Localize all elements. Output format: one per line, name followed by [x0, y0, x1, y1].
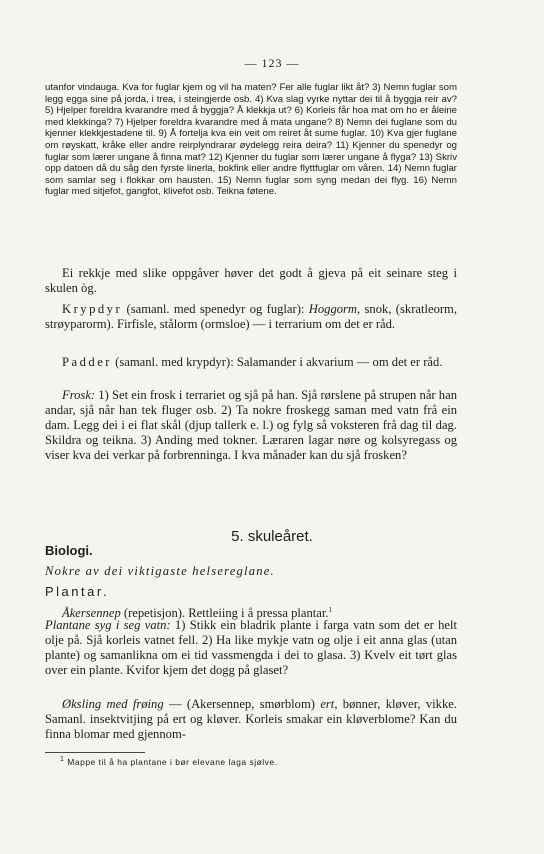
- oksling-text: , bønner, kløver, vikke. Samanl. insektvitjing på ert og kløver. Korleis smakar ein kløverblome? Kan du finna blomar med gjennom-: [45, 697, 458, 741]
- akersennep-text: (repetisjon). Rettleiing i å pressa plantar.: [120, 606, 329, 621]
- plantar-block: [45, 584, 457, 600]
- padder-label: Padder: [62, 355, 112, 369]
- question-list-paragraph: utanfor vindauga. Kva for fuglar kjem og vil ha maten? Fer alle fuglar likt åt? 3) Nemn fuglar som legg egga sine på jorda, i trea, i steingjerde osb. 4) Kva slag vyrke nyttar dei til å byggja reir av? 5) Hjelper foreldra kvarandre med å byggja? Å klekkja ut? 6) Korleis får hoa mat om ho er åleine med klekkinga? 7) Hjelper foreldra kvarandre med å mata ungane? 8) Nemn dei fuglane som du kjenner klekkjestadene til. 9) Å fortelja kva ein veit om reiret åt sume fuglar. 10) Kva gjer fuglane om røyskatt, kråke eller andre reirplyndrarar øydelegg reira deira? 11) Kjenner du spenedyr og fuglar som lærer ungane å finna mat? 12) Kjenner du fuglar som lærer ungane å flyga? 13) Skriv opp datoen då du såg den fyrste linerla, bokfink eller andre flyttfuglar om våren. 14) Nemn fuglar som samlar seg i flokkar om hausten. 15) Nemn fuglar som syng medan dei flyg. 16) Nemn fuglar med sitjefot, gangfot, klivefot osb. Teikna føtene.: [45, 82, 457, 198]
- oppgaver-paragraph: [45, 266, 457, 296]
- footnote-number: 1: [60, 756, 65, 763]
- footnote-divider: [45, 752, 145, 753]
- helseregler-subheading: Nokre av dei viktigaste helsereglane.: [45, 564, 275, 578]
- section-heading: 5. skuleåret.: [231, 528, 313, 545]
- subheading-block: [45, 564, 457, 579]
- footnote-text: Mappe til å ha plantane i bør elevane laga sjølve.: [67, 756, 278, 767]
- plantar-heading: Plantar.: [45, 584, 110, 599]
- akersennep-label: Åkersennep: [62, 606, 121, 621]
- krypdyr-tail: , snok, (skratleorm, strøyparorm). Firfisle, stålorm (ormsloe) — i terrarium om det er råd.: [45, 302, 458, 331]
- oksling-middle: — (Akersennep, smørblom): [163, 697, 321, 711]
- plantane-text: 1) Stikk ein bladrik plante i farga vatn som det er helt olje på. Sjå korleis vatnet fell. 2) Ha like mykje vatn og olje i eit anna glas (utan plante) og samanlikna om ei tid vassmengda i dei to glasa. 3) Kvelv eit tørt glas over ein plante. Kvifor kjem det dogg på glaset?: [45, 618, 458, 677]
- page-number: — 123 —: [244, 56, 300, 70]
- krypdyr-paragraph: [45, 302, 457, 332]
- biologi-heading: Biologi.: [45, 543, 93, 558]
- footnote: [60, 756, 278, 767]
- frosk-paragraph: [45, 388, 457, 463]
- plantane-label: Plantane syg i seg vatn:: [45, 618, 171, 632]
- oksling-italic: ert: [320, 697, 335, 711]
- padder-rest: (samanl. med krypdyr): Salamander i akvarium — om det er råd.: [111, 355, 443, 369]
- oppgaver-text: Ei rekkje med slike oppgåver høver det godt å gjeva på eit seinare steg i skulen òg.: [45, 266, 457, 295]
- padder-paragraph: [45, 355, 457, 370]
- frosk-label: Frosk:: [62, 388, 96, 402]
- plantane-paragraph: [45, 618, 457, 678]
- krypdyr-label: Krypdyr: [62, 302, 123, 316]
- oksling-label: Øksling med frøing: [62, 697, 164, 711]
- krypdyr-rest: (samanl. med spenedyr og fuglar):: [122, 302, 309, 316]
- oksling-paragraph: [45, 697, 457, 742]
- frosk-text: 1) Set ein frosk i terrariet og sjå på han. Sjå rørslene på strupen når han andar, sjå når han tek fluger osb. 2) Ta nokre froskegg saman med vatn frå ein dam. Legg dei i ei flat skål (djup tallerk e. l.) og fylg så voksteren frå dag til dag. Skildra og teikna. 3) Anding med tokner. Læraren lagar nøre og kolsyregass og viser kva dei verkar på forbrenninga. I kva månader kan du sjå frosken?: [45, 388, 457, 462]
- krypdyr-italic: Hoggorm: [308, 302, 358, 316]
- footnote-mark: 1: [328, 606, 332, 614]
